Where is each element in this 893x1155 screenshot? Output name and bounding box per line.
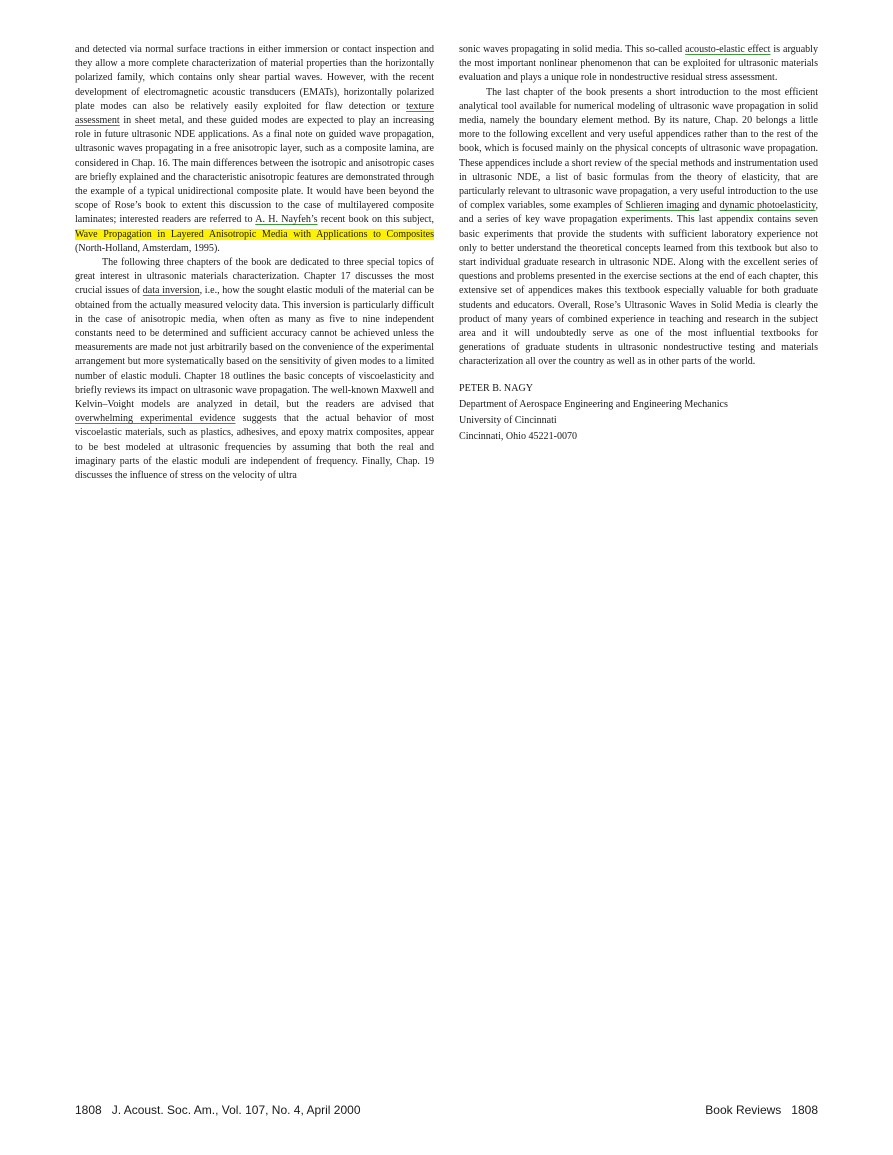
annotation-overwhelming-evidence[interactable]: overwhelming experimental evidence [75,413,236,425]
paragraph [75,43,434,256]
reviewer-address: Cincinnati, Ohio 45221-0070 [459,430,578,442]
highlighted-book-title[interactable]: Wave Propagation in Layered Anisotropic Media with Applications to Composites [75,228,434,240]
body-text: , and a series of key wave propagation experiments. This last appendix contains seven basic experiments that provide the students with sufficient laboratory experience not only to better understand the theoretical concepts learned from this textbook but also to start individual graduate research in ultrasonic NDE. Along with the excellent series of questions and problems presented in the exercise sections at the end of each chapter, this extensive set of appendices makes this textbook especially valuable for both graduate students and educators. Overall, Rose’s Ultrasonic Waves in Solid Media is clearly the product of many years of combined experience in teaching and research in the subject area and it will undoubtedly serve as one of the most influential textbooks for generations of graduate students in ultrasonic nondestructive testing and materials characterization all over the country as well as in other parts of the world. [459,200,819,368]
annotation-texture-assessment[interactable]: texture assessment [75,100,434,127]
reviewer-name: PETER B. NAGY [459,382,533,394]
body-text: in sheet metal, and these guided modes are expected to play an increasing role in future ultrasonic NDE applications. As a final note on guided wave propagation, ultrasonic waves propagating in a free anisotropic layer, such as a composite lamina, are considered in Chap. 16. The main differences between the isotropic and anisotropic cases are briefly explained and the characteristic anisotropic features are demonstrated through the example of a typical unidirectional composite plate. It would have been beyond the scope of Rose’s book to extent this discussion to the case of multilayered composite laminates; interested readers are referred to [75,115,434,226]
reviewer-signature [459,381,818,445]
body-text: sonic waves propagating in solid media. This so-called [459,44,686,55]
annotation-nayfeh[interactable]: A. H. Nayfeh’s [255,214,318,226]
body-text: suggests that the actual behavior of most viscoelastic materials, such as plastics, adhesives, and epoxy matrix composites, appear to be best modeled at ultrasonic frequencies by assuming that both the real and imaginary parts of the elastic moduli are independent of frequency. Finally, Chap. 19 discusses the influence of stress on the velocity of ultra [75,413,434,482]
reviewer-department: Department of Aerospace Engineering and Engineering Mechanics [459,398,728,410]
annotation-data-inversion[interactable]: data inversion [142,285,200,297]
footer-section-page: Book Reviews 1808 [705,1103,818,1117]
body-text: and detected via normal surface tractions in either immersion or contact inspection and they allow a more complete characterization of material properties than the horizontally polarized family, which contains only shear partial waves. However, with the recent development of electromagnetic acoustic transducers (EMATs), horizontally polarized plate modes can also be relatively easily exploited for flaw detection or [75,44,434,112]
left-column [75,43,434,483]
footer-journal-citation: 1808 J. Acoust. Soc. Am., Vol. 107, No. 4, April 2000 [75,1103,361,1117]
body-text: The following three chapters of the book are dedicated to three special topics of great interest in ultrasonic materials characterization. Chapter 17 discusses the most crucial issues of [75,257,434,297]
right-column [459,43,818,445]
page-footer [75,1103,818,1117]
paragraph [459,43,818,86]
annotation-dynamic-photoelasticity[interactable]: dynamic photoelasticity [719,200,816,212]
paragraph [459,86,818,370]
body-text: is arguably the most important nonlinear phenomenon that can be exploited for ultrasonic materials evaluation and plays a unique role in nondestructive residual stress assessment. [459,44,818,84]
body-text: (North-Holland, Amsterdam, 1995). [75,242,220,254]
paragraph [75,256,434,483]
reviewer-university: University of Cincinnati [459,414,557,426]
body-text: The last chapter of the book presents a short introduction to the most efficient analytical tool available for numerical modeling of ultrasonic wave propagation in solid media, namely the boundary element method. By its nature, Chap. 20 belongs a little more to the following excellent and very useful appendices rather than to the rest of the book, which is focused mainly on the physical concepts of ultrasonic wave propagation. These appendices include a short review of the special methods and instrumentation used in ultrasonic NDE, a list of basic formulas from the theory of elasticity, that are particularly relevant to ultrasonic wave propagation, a very useful introduction to the use of complex variables, some examples of [459,86,818,212]
annotation-schlieren-imaging[interactable]: Schlieren imaging [625,200,700,212]
annotation-acousto-elastic-effect[interactable]: acousto-elastic effect [685,44,771,55]
body-text: recent book on this subject, [317,214,435,226]
body-text: , i.e., how the sought elastic moduli of the material can be obtained from the actually measured velocity data. This inversion is particularly difficult in the case of anisotropic media, when often as many as five to nine independent constants need to be determined and sufficient accuracy cannot be achieved unless the measurements are made not just arbitrarily based on the convenience of the experimental arrangement but more systematically based on the sensitivity of given modes to a limited number of elastic moduli. Chapter 18 outlines the basic concepts of viscoelasticity and briefly reviews its impact on ultrasonic wave propagation. The well-known Maxwell and Kelvin–Voight models are analyzed in detail, but the readers are advised that [75,285,434,411]
body-text: and [699,200,720,212]
